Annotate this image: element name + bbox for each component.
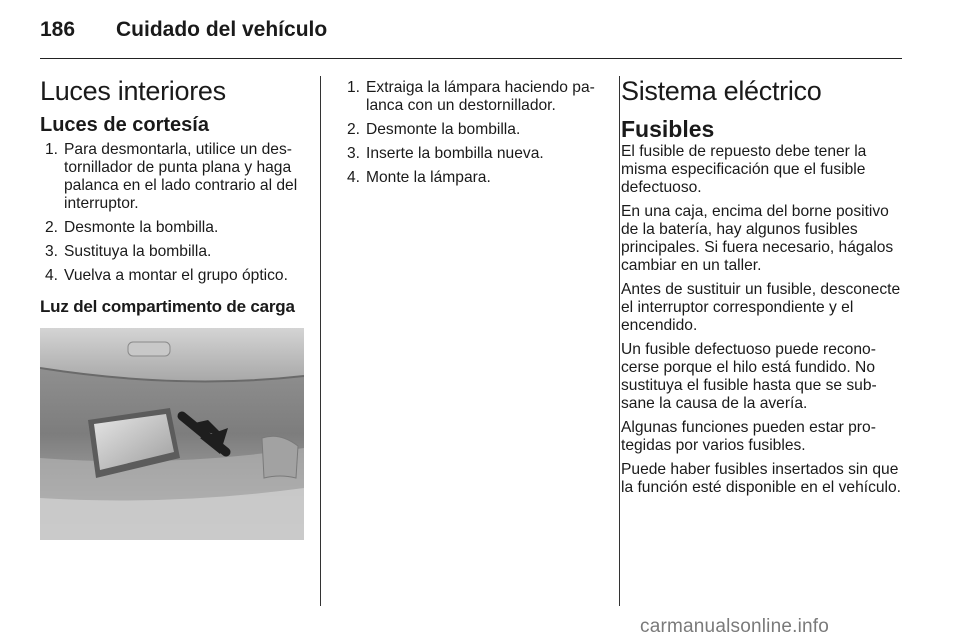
page-header — [40, 18, 902, 59]
watermark: carmanualsonline.info — [640, 616, 830, 637]
paragraph: El fusible de repuesto debe tener la misma especificación que el fusible defectuoso. — [621, 143, 867, 196]
paragraph: Algunas funciones pueden estar protegidas por varios fusibles. — [621, 419, 876, 454]
list-item: 2. Desmonte la bombilla. — [346, 121, 521, 138]
page-number: 186 — [40, 18, 76, 41]
list-item: 1. Para desmontarla, utilice un destornillador de punta plana y haga palanca en el lado contrario al del interruptor. — [44, 141, 298, 212]
section-title-electrical-system: Sistema eléctrico — [621, 76, 822, 106]
page-title: Cuidado del vehículo — [116, 18, 328, 41]
column-divider-left — [320, 76, 321, 606]
section-title-interior-lights: Luces interiores — [40, 76, 226, 106]
paragraph: Antes de sustituir un fusible, desconecte el interruptor correspondiente y el encendido. — [621, 281, 901, 334]
list-item: 3. Sustituya la bombilla. — [44, 243, 212, 260]
list-item: 4. Monte la lámpara. — [346, 169, 491, 186]
list-item: 1. Extraiga la lámpara haciendo palanca con un destornillador. — [346, 79, 595, 114]
list-item: 3. Inserte la bombilla nueva. — [346, 145, 544, 162]
right-column — [621, 75, 905, 503]
subsection-title-cargo-light: Luz del compartimento de carga — [40, 297, 295, 316]
list-item: 4. Vuelva a montar el grupo óptico. — [44, 267, 288, 284]
subsection-title-fuses: Fusibles — [621, 116, 715, 142]
middle-column — [342, 75, 608, 193]
cargo-light-photo — [40, 328, 304, 540]
subsection-title-courtesy-lights: Luces de cortesía — [40, 114, 209, 136]
list-item: 2. Desmonte la bombilla. — [44, 219, 219, 236]
left-column — [40, 75, 306, 319]
cargo-light-steps — [342, 79, 608, 187]
paragraph: Puede haber fusibles insertados sin que la función esté disponible en el vehículo. — [621, 461, 902, 496]
courtesy-light-steps — [40, 141, 306, 285]
paragraph: Un fusible defectuoso puede reconocerse porque el hilo está fundido. No sustituya el fusible hasta que se subsane la causa de la avería. — [621, 341, 877, 412]
column-divider-right — [619, 76, 620, 606]
paragraph: En una caja, encima del borne positivo de la batería, hay algunos fusibles principales. Si fuera necesario, hágalos cambiar en un taller. — [621, 203, 894, 274]
